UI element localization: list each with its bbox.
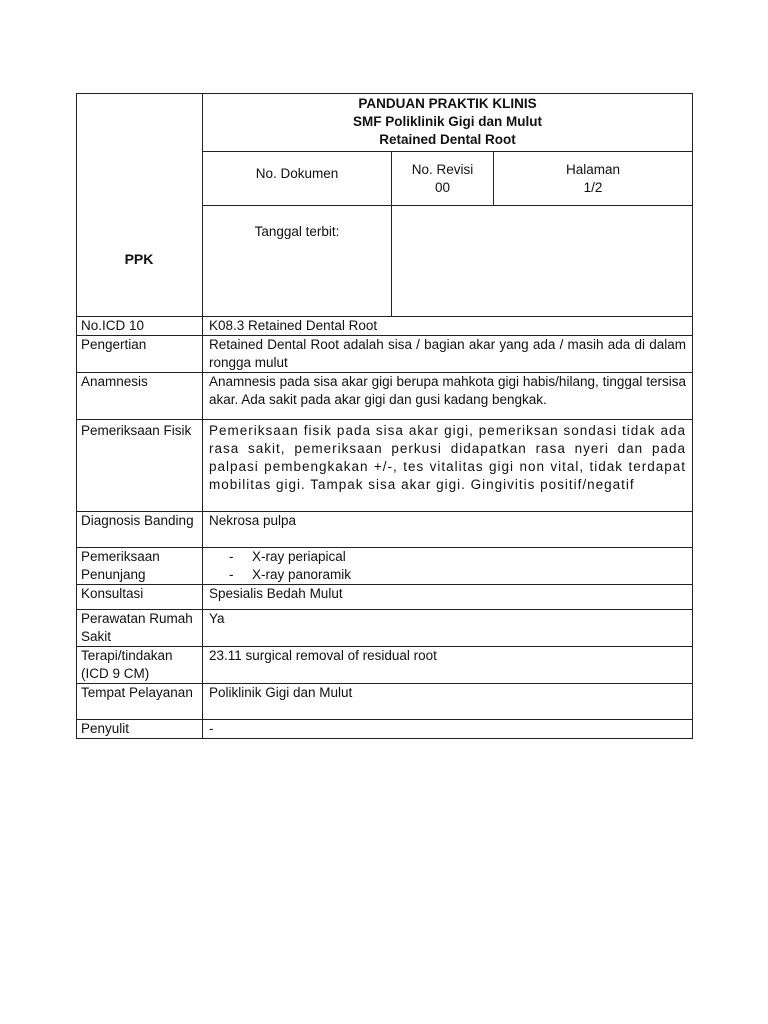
tanggal-terbit-cell <box>203 206 392 317</box>
row-penyulit <box>77 720 693 739</box>
row-diagnosis-banding <box>77 512 693 548</box>
ppk-cell <box>77 94 203 317</box>
row-label: Pemeriksaan Fisik <box>77 420 203 512</box>
row-konsultasi <box>77 585 693 610</box>
row-label: Perawatan Rumah Sakit <box>77 610 203 647</box>
row-label: Penyulit <box>77 720 203 739</box>
header-title-row <box>77 94 693 152</box>
title-line-2: SMF Poliklinik Gigi dan Mulut <box>353 114 542 129</box>
row-content: Pemeriksaan fisik pada sisa akar gigi, pemeriksan sondasi tidak ada rasa sakit, pemeriksaan perkusi didapatkan rasa nyeri dan pada palpasi pembengkakan +/-, tes vitalitas gigi non vital, tidak terdapat mobilitas gigi. Tampak sisa akar gigi. Gingivitis positif/negatif <box>203 420 693 512</box>
row-icd10 <box>77 317 693 336</box>
row-content <box>203 548 693 585</box>
row-pemeriksaan-penunjang <box>77 548 693 585</box>
tanggal-terbit-value-cell <box>392 206 693 317</box>
no-dokumen-label: No. Dokumen <box>255 166 339 181</box>
no-revisi-label: No. Revisi <box>411 161 474 177</box>
list-item: - X-ray periapical <box>229 548 686 566</box>
row-content: Spesialis Bedah Mulut <box>203 585 693 610</box>
no-revisi-value: 00 <box>434 179 451 195</box>
halaman-value: 1/2 <box>583 179 603 195</box>
document-title <box>203 94 693 152</box>
halaman-label: Halaman <box>565 161 621 177</box>
row-anamnesis <box>77 373 693 420</box>
row-label: Pemeriksaan Penunjang <box>77 548 203 585</box>
halaman-cell <box>494 152 693 206</box>
row-label: No.ICD 10 <box>77 317 203 336</box>
clinical-guideline-document <box>76 93 692 739</box>
row-tempat-pelayanan <box>77 684 693 720</box>
row-perawatan-rumah-sakit <box>77 610 693 647</box>
row-pemeriksaan-fisik <box>77 420 693 512</box>
list-item: - X-ray panoramik <box>229 566 686 584</box>
row-pengertian <box>77 336 693 373</box>
title-line-1: PANDUAN PRAKTIK KLINIS <box>358 96 537 111</box>
title-line-3: Retained Dental Root <box>379 132 516 147</box>
row-content: Ya <box>203 610 693 647</box>
row-content: 23.11 surgical removal of residual root <box>203 647 693 684</box>
row-label: Konsultasi <box>77 585 203 610</box>
row-label: Pengertian <box>77 336 203 373</box>
row-label: Diagnosis Banding <box>77 512 203 548</box>
tanggal-terbit-label: Tanggal terbit: <box>254 224 340 239</box>
row-label: Anamnesis <box>77 373 203 420</box>
penunjang-list <box>209 548 686 584</box>
ppk-label: PPK <box>124 251 154 267</box>
row-label: Tempat Pelayanan <box>77 684 203 720</box>
row-terapi-tindakan <box>77 647 693 684</box>
row-content: - <box>203 720 693 739</box>
row-content: Nekrosa pulpa <box>203 512 693 548</box>
row-content: Anamnesis pada sisa akar gigi berupa mahkota gigi habis/hilang, tinggal tersisa akar. Ada sakit pada akar gigi dan gusi kadang bengkak. <box>203 373 693 420</box>
guideline-table <box>76 93 693 739</box>
no-revisi-cell <box>392 152 494 206</box>
row-content: Poliklinik Gigi dan Mulut <box>203 684 693 720</box>
row-content: K08.3 Retained Dental Root <box>203 317 693 336</box>
no-dokumen-cell <box>203 152 392 206</box>
row-content: Retained Dental Root adalah sisa / bagian akar yang ada / masih ada di dalam rongga mulut <box>203 336 693 373</box>
row-label: Terapi/tindakan (ICD 9 CM) <box>77 647 203 684</box>
